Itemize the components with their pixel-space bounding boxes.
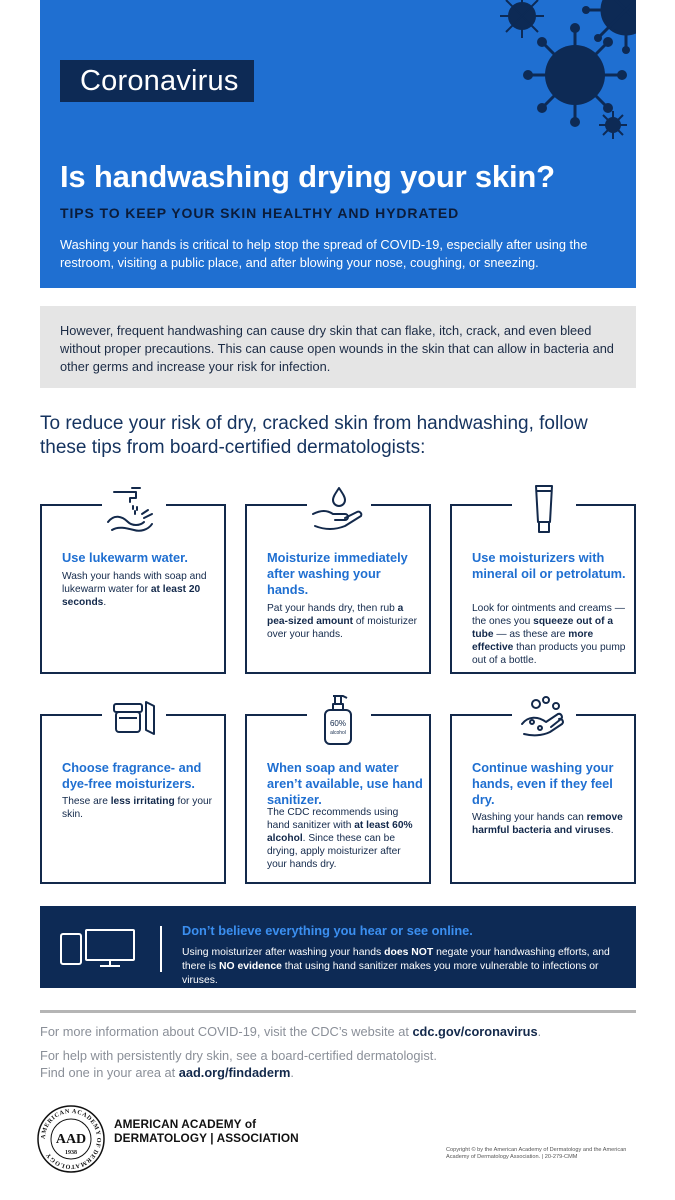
faucet-hands-icon — [102, 484, 166, 536]
divider — [160, 926, 162, 972]
virus-icon — [596, 108, 630, 142]
soapy-hands-icon — [512, 694, 576, 746]
tube-icon — [512, 480, 576, 536]
tip-body: These are less irritating for your skin. — [62, 796, 213, 820]
svg-text:1938: 1938 — [65, 1150, 77, 1156]
svg-text:AMERICAN ACADEMY OF DERMATOLOG: AMERICAN ACADEMY OF DERMATOLOGY — [39, 1107, 103, 1171]
dermatologist-info: For help with persistently dry skin, see a board-certified dermatologist. Find one in your area at aad.org/findaderm. — [40, 1048, 437, 1080]
organization-name: AMERICAN ACADEMY of DERMATOLOGY | ASSOCIATION — [114, 1117, 299, 1145]
banner-title: Don’t believe everything you hear or see online. — [182, 923, 473, 938]
misinformation-banner — [40, 906, 636, 988]
warning-text: However, frequent handwashing can cause dry skin that can flake, itch, crack, and even bleed without proper precautions. This can cause open wounds in the skin that can allow in bacteria and other germs and increase your risk for infection. — [60, 323, 614, 374]
tip-body: Look for ointments and creams — the ones you squeeze out of a tube — as these are more effective than products you pump out of a bottle. — [472, 603, 626, 666]
devices-icon — [60, 928, 144, 968]
cdc-link[interactable]: cdc.gov/coronavirus — [412, 1024, 538, 1039]
tip-card-hand-sanitizer — [245, 714, 431, 884]
banner-body: Using moisturizer after washing your hands does NOT negate your handwashing efforts, and there is NO evidence that using hand sanitizer makes you more vulnerable to infections or viruses. — [182, 947, 610, 986]
tip-card-continue-washing — [450, 714, 636, 884]
tip-body: The CDC recommends using hand sanitizer with at least 60% alcohol. Since these can be drying, apply moisturizer after your hands dry. — [267, 807, 413, 870]
tips-lead: To reduce your risk of dry, cracked skin from handwashing, follow these tips from board-certified dermatologists: — [40, 413, 588, 458]
tip-card-moisturize — [245, 504, 431, 674]
intro-text: Washing your hands is critical to help stop the spread of COVID-19, especially after using the restroom, visiting a public place, and after blowing your nose, coughing, or sneezing. — [60, 237, 588, 270]
tip-card-fragrance-free — [40, 714, 226, 884]
copyright-text: Copyright © by the American Academy of Dermatology and the American Academy of Dermatology Association. | 20-279-CMM — [446, 1147, 627, 1160]
divider — [40, 1010, 636, 1013]
tip-title: Use moisturizers with mineral oil or petrolatum. — [472, 550, 626, 581]
findaderm-link[interactable]: aad.org/findaderm — [178, 1065, 291, 1080]
aad-seal-logo — [36, 1104, 106, 1174]
sanitizer-label: 60% — [329, 719, 347, 728]
tip-title: Moisturize immediately after washing your hands. — [267, 550, 408, 597]
page-subtitle: TIPS TO KEEP YOUR SKIN HEALTHY AND HYDRATED — [60, 205, 460, 221]
tip-card-lukewarm-water — [40, 504, 226, 674]
drop-hand-icon — [307, 484, 371, 536]
sanitizer-bottle-icon — [307, 688, 371, 748]
tip-card-mineral-oil — [450, 504, 636, 674]
page-title: Is handwashing drying your skin? — [60, 159, 555, 194]
tip-title: Continue washing your hands, even if they feel dry. — [472, 760, 614, 807]
tip-title: Use lukewarm water. — [62, 550, 188, 565]
cdc-info: For more information about COVID-19, visit the CDC’s website at cdc.gov/coronavirus. — [40, 1024, 542, 1039]
warning-box — [40, 306, 636, 388]
tip-body: Wash your hands with soap and lukewarm water for at least 20 seconds. — [62, 571, 207, 608]
hero-section — [40, 0, 636, 288]
svg-text:AAD: AAD — [55, 1132, 87, 1147]
tip-body: Pat your hands dry, then rub a pea-sized amount of moisturizer over your hands. — [267, 603, 418, 640]
tip-body: Washing your hands can remove harmful bacteria and viruses. — [472, 812, 623, 836]
sanitizer-sublabel: alcohol — [330, 730, 346, 736]
jar-icon — [102, 694, 166, 746]
topic-tag: Coronavirus — [60, 60, 254, 102]
tip-title: When soap and water aren’t available, use hand sanitizer. — [267, 760, 423, 807]
tip-title: Choose fragrance- and dye-free moisturizers. — [62, 760, 202, 791]
